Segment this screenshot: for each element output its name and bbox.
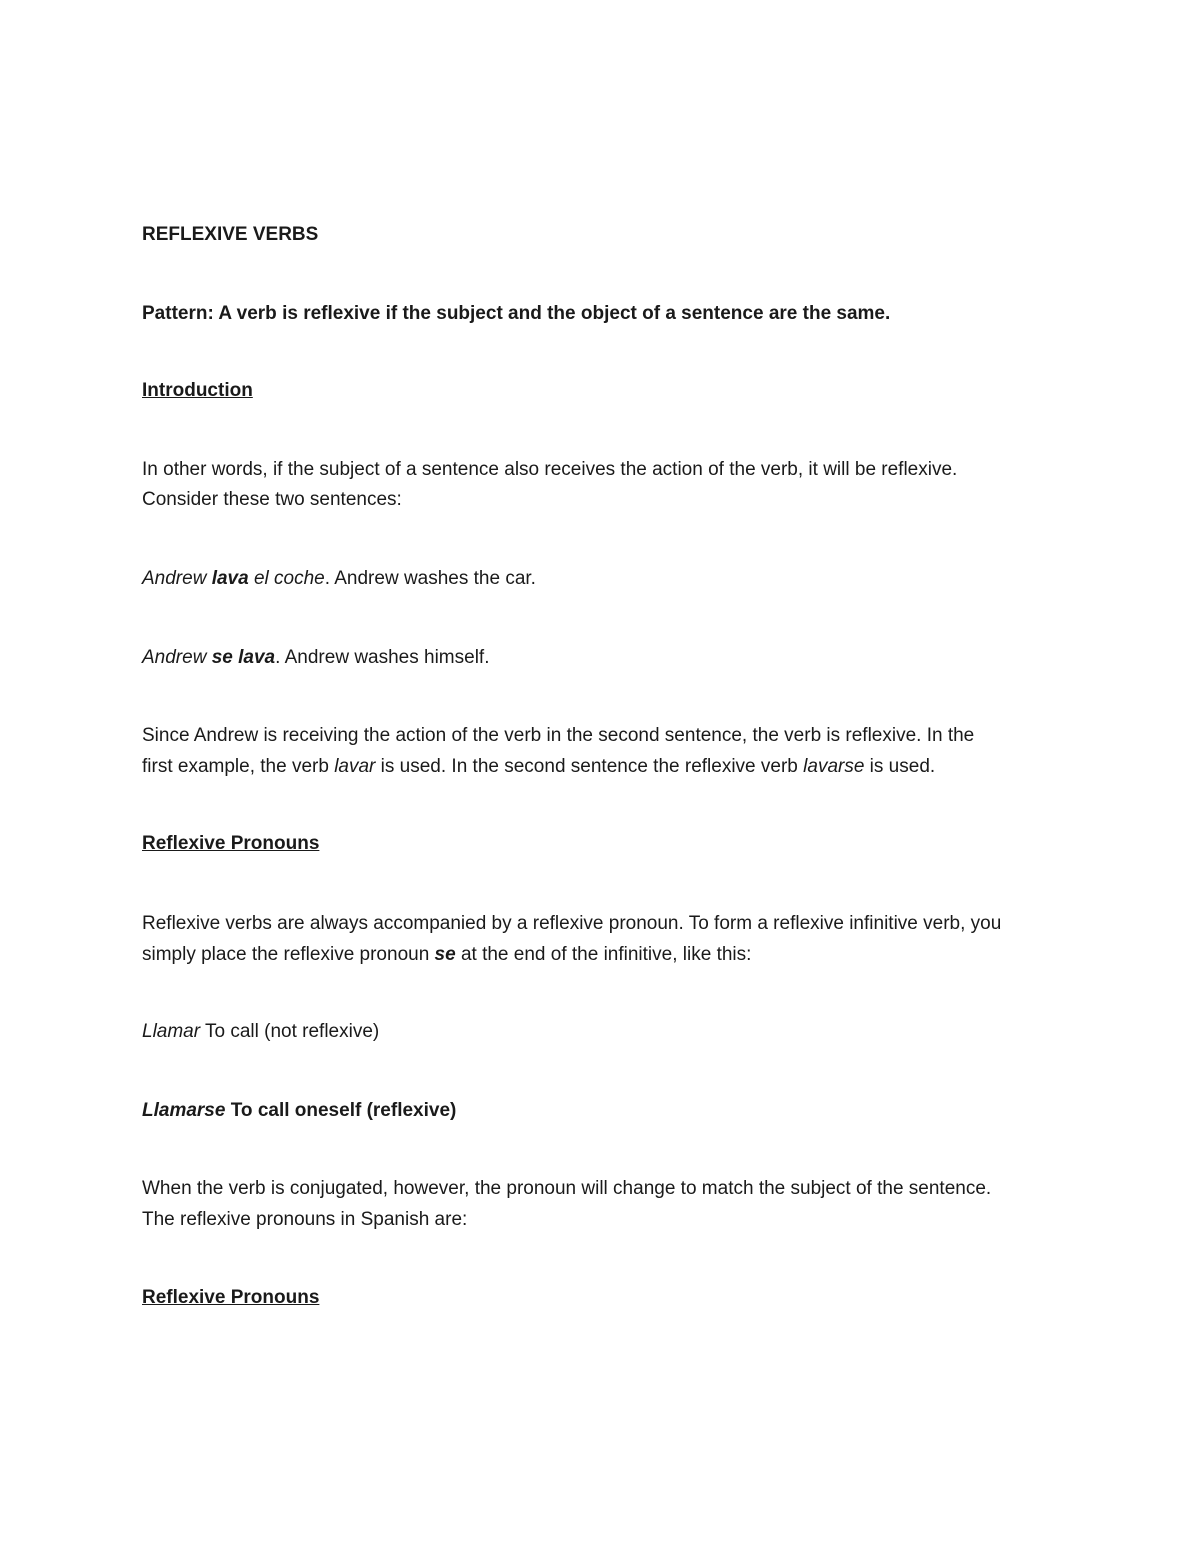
conjugated-paragraph-line-1: When the verb is conjugated, however, the pronoun will change to match the subject of the sentence. bbox=[142, 1178, 992, 1199]
example-1-translation: . Andrew washes the car. bbox=[324, 568, 536, 589]
example-sentence-2 bbox=[142, 646, 489, 670]
intro-paragraph-line-2: Consider these two sentences: bbox=[142, 489, 402, 510]
llamar-meaning: To call (not reflexive) bbox=[200, 1021, 380, 1042]
llamarse-definition bbox=[142, 1099, 456, 1123]
document-title: REFLEXIVE VERBS bbox=[142, 224, 319, 245]
example-2-verb: se lava bbox=[211, 647, 276, 668]
reflexive-pronouns-heading: Reflexive Pronouns bbox=[142, 833, 320, 854]
reflexive-pronouns-heading-2: Reflexive Pronouns bbox=[142, 1287, 320, 1308]
since-line-2-part-e: is used. bbox=[864, 756, 936, 777]
verb-lavarse: lavarse bbox=[803, 756, 865, 777]
intro-paragraph-line-1: In other words, if the subject of a sentence also receives the action of the verb, it will be reflexive. bbox=[142, 459, 958, 480]
since-paragraph-line-1: Since Andrew is receiving the action of the verb in the second sentence, the verb is reflexive. In the bbox=[142, 725, 975, 746]
pronouns-line-2-part-c: at the end of the infinitive, like this: bbox=[455, 944, 752, 965]
pattern-statement: Pattern: A verb is reflexive if the subject and the object of a sentence are the same. bbox=[142, 303, 891, 324]
introduction-heading: Introduction bbox=[142, 380, 253, 401]
pronoun-se: se bbox=[434, 944, 456, 965]
since-line-2-part-a: first example, the verb bbox=[142, 756, 335, 777]
example-sentence-1 bbox=[142, 567, 536, 591]
example-1-object: el coche bbox=[248, 568, 325, 589]
llamar-definition bbox=[142, 1020, 379, 1044]
example-1-verb: lava bbox=[211, 568, 249, 589]
llamarse-word: Llamarse bbox=[142, 1100, 226, 1121]
pronouns-line-2-part-a: simply place the reflexive pronoun bbox=[142, 944, 435, 965]
example-1-subject: Andrew bbox=[142, 568, 212, 589]
verb-lavar: lavar bbox=[334, 756, 376, 777]
example-2-translation: . Andrew washes himself. bbox=[275, 647, 490, 668]
example-2-subject: Andrew bbox=[142, 647, 212, 668]
since-line-2-part-c: is used. In the second sentence the reflexive verb bbox=[375, 756, 804, 777]
conjugated-paragraph-line-2: The reflexive pronouns in Spanish are: bbox=[142, 1209, 468, 1230]
llamarse-meaning: To call oneself (reflexive) bbox=[225, 1100, 457, 1121]
pronouns-paragraph-line-2 bbox=[142, 943, 751, 967]
llamar-word: Llamar bbox=[142, 1021, 201, 1042]
pronouns-paragraph-line-1: Reflexive verbs are always accompanied by a reflexive pronoun. To form a reflexive infinitive verb, you bbox=[142, 913, 1002, 934]
since-paragraph-line-2 bbox=[142, 755, 935, 779]
